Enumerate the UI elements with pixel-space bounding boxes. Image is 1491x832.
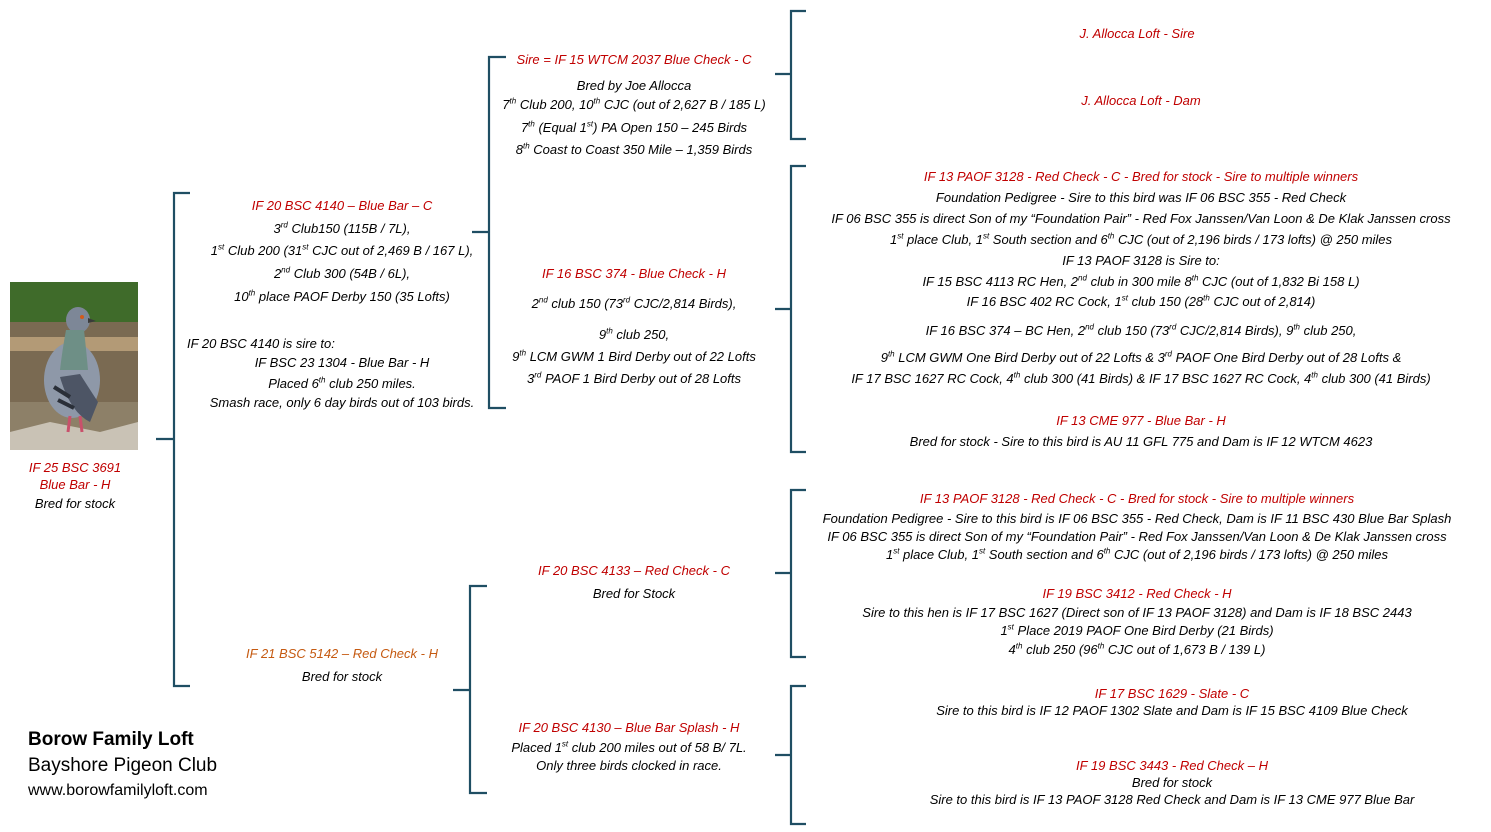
sds-line-8: 9th LCM GWM One Bird Derby out of 22 Lofts & 3rd PAOF One Bird Derby out of 28 Lofts & (880, 349, 1402, 365)
ss-result-3: 8th Coast to Coast 350 Mile – 1,359 Birds (515, 141, 753, 157)
bracket-sire (472, 57, 506, 408)
sire-result-2: 1st Club 200 (31st CJC out of 2,469 B / 167 L), (210, 242, 474, 258)
sds-line-6: IF 16 BSC 402 RC Cock, 1st club 150 (28th CJC out of 2,814) (966, 293, 1316, 309)
subject-note: Bred for stock (34, 496, 116, 511)
sd-result-2: 9th club 250, (598, 326, 670, 342)
dsd-line-3: 4th club 250 (96th CJC out of 1,673 B / 139 L) (1008, 641, 1266, 657)
dss-line-2: IF 06 BSC 355 is direct Son of my “Foundation Pair” - Red Fox Janssen/Van Loon & De Klak Janssen cross (827, 529, 1447, 544)
sds-line-3: 1st place Club, 1st South section and 6th CJC (out of 2,196 birds / 173 lofts) @ 250 miles (889, 231, 1393, 247)
pigeon-image (10, 282, 138, 450)
bracket-sire-sire (775, 11, 806, 139)
sire-result-4: 10th place PAOF Derby 150 (35 Lofts) (234, 288, 450, 304)
sds-line-9: IF 17 BSC 1627 RC Cock, 4th club 300 (41 Birds) & IF 17 BSC 1627 RC Cock, 4th club 300 (41 Birds) (851, 370, 1431, 386)
ds-title: IF 20 BSC 4133 – Red Check - C (538, 563, 730, 578)
sire-placed: Placed 6th club 250 miles. (268, 375, 416, 391)
ds-note: Bred for Stock (592, 586, 676, 601)
dss-title: IF 13 PAOF 3128 - Red Check - C - Bred for stock - Sire to multiple winners (919, 491, 1355, 506)
sd-result-3: 9th LCM GWM 1 Bird Derby out of 22 Lofts (512, 348, 756, 364)
dd-result-2: Only three birds clocked in race. (536, 758, 722, 773)
dd-title: IF 20 BSC 4130 – Blue Bar Splash - H (518, 720, 740, 735)
sds-title: IF 13 PAOF 3128 - Red Check - C - Bred for stock - Sire to multiple winners (923, 169, 1359, 184)
sds-line-4: IF 13 PAOF 3128 is Sire to: (1062, 253, 1220, 268)
ss-bred: Bred by Joe Allocca (576, 78, 692, 93)
dds-title: IF 17 BSC 1629 - Slate - C (1094, 686, 1250, 701)
dss-line-3: 1st place Club, 1st South section and 6th CJC (out of 2,196 birds / 173 lofts) @ 250 miles (885, 546, 1389, 562)
sds-line-2: IF 06 BSC 355 is direct Son of my “Foundation Pair” - Red Fox Janssen/Van Loon & De Klak Janssen cross (831, 211, 1451, 226)
dds-line-1: Sire to this bird is IF 12 PAOF 1302 Slate and Dam is IF 15 BSC 4109 Blue Check (936, 703, 1408, 718)
dsd-line-2: 1st Place 2019 PAOF One Bird Derby (21 Birds) (1000, 622, 1274, 638)
sdd-line-1: Bred for stock - Sire to this bird is AU 11 GFL 775 and Dam is IF 12 WTCM 4623 (909, 434, 1373, 449)
ssd-title: J. Allocca Loft - Dam (1081, 93, 1201, 108)
bracket-dam-dam (775, 686, 806, 824)
subject-band: IF 25 BSC 3691 (28, 460, 122, 475)
sire-result-1: 3rd Club150 (115B / 7L), (273, 220, 411, 236)
dam-title: IF 21 BSC 5142 – Red Check - H (246, 646, 438, 661)
ddd-line-2: Sire to this bird is IF 13 PAOF 3128 Red Check and Dam is IF 13 CME 977 Blue Bar (929, 792, 1415, 807)
sd-title: IF 16 BSC 374 - Blue Check - H (541, 266, 727, 281)
dsd-line-1: Sire to this hen is IF 17 BSC 1627 (Direct son of IF 13 PAOF 3128) and Dam is IF 18 BSC 2443 (862, 605, 1412, 620)
sire-result-3: 2nd Club 300 (54B / 6L), (273, 265, 411, 281)
ss-result-1: 7th Club 200, 10th CJC (out of 2,627 B / 185 L) (502, 96, 766, 112)
sire-smash: Smash race, only 6 day birds out of 103 birds. (209, 395, 475, 410)
loft-name: Borow Family Loft (28, 729, 194, 750)
ss-result-2: 7th (Equal 1st) PA Open 150 – 245 Birds (520, 119, 748, 135)
sd-result-1: 2nd club 150 (73rd CJC/2,814 Birds), (531, 295, 737, 311)
ss-title: Sire = IF 15 WTCM 2037 Blue Check - C (516, 52, 752, 67)
sire-title: IF 20 BSC 4140 – Blue Bar – C (251, 198, 433, 213)
sdd-title: IF 13 CME 977 - Blue Bar - H (1056, 413, 1226, 428)
ddd-title: IF 19 BSC 3443 - Red Check – H (1076, 758, 1268, 773)
sire-sire-to: IF 20 BSC 4140 is sire to: (187, 336, 335, 351)
bracket-dam (453, 586, 487, 793)
bracket-subject (156, 193, 190, 686)
sds-line-1: Foundation Pedigree - Sire to this bird was IF 06 BSC 355 - Red Check (935, 190, 1347, 205)
dd-result-1: Placed 1st club 200 miles out of 58 B/ 7L. (511, 739, 747, 755)
sds-line-7: IF 16 BSC 374 – BC Hen, 2nd club 150 (73rd CJC/2,814 Birds), 9th club 250, (925, 322, 1357, 338)
subject-color: Blue Bar - H (39, 477, 111, 492)
loft-website[interactable]: www.borowfamilyloft.com (28, 782, 208, 799)
sds-line-5: IF 15 BSC 4113 RC Hen, 2nd club in 300 mile 8th CJC (out of 1,832 Bi 158 L) (922, 273, 1360, 289)
ddd-line-1: Bred for stock (1131, 775, 1213, 790)
loft-club: Bayshore Pigeon Club (28, 755, 218, 776)
dss-line-1: Foundation Pedigree - Sire to this bird is IF 06 BSC 355 - Red Check, Dam is IF 11 BSC 430 Blue Bar Splash (822, 511, 1452, 526)
pigeon-photo (10, 282, 138, 450)
bracket-dam-sire (775, 490, 806, 657)
sss-title: J. Allocca Loft - Sire (1079, 26, 1195, 41)
dam-note: Bred for stock (301, 669, 383, 684)
sd-result-4: 3rd PAOF 1 Bird Derby out of 28 Lofts (526, 370, 742, 386)
dsd-title: IF 19 BSC 3412 - Red Check - H (1042, 586, 1232, 601)
bracket-sire-dam (775, 166, 806, 452)
sire-child: IF BSC 23 1304 - Blue Bar - H (254, 355, 430, 370)
